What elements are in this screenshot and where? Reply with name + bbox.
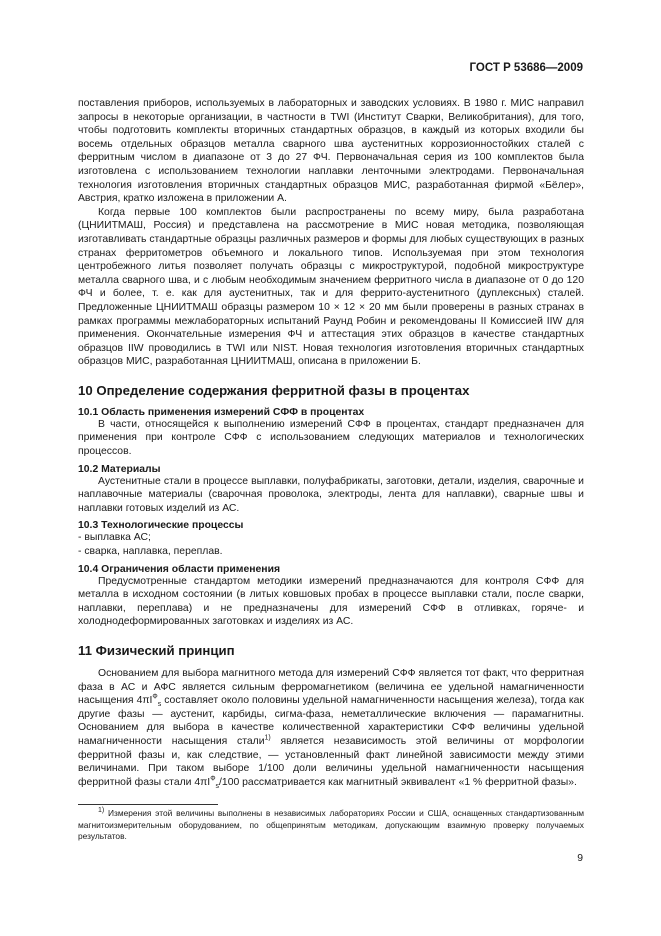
text-run: /100 рассматривается как магнитный эквивалент «1 % ферритной фазы». [219, 776, 577, 788]
footnote-ref[interactable]: 1) [264, 734, 271, 742]
formula-base: 4πI [194, 776, 211, 788]
formula-subscript: s [157, 701, 162, 709]
subsection-10-4-text: Предусмотренные стандартом методики измерений предназначаются для контроля СФФ для металла в исходном состоянии (в литых ковшовых пробах в процессе выплавки стали, после сварки, наплавки, переплава) и не предназначены для измерений СФФ в отливках, горяче- и холоднодеформированных заготовках и изделиях из АС. [78, 575, 584, 628]
text-run: Основанием для выбора магнитного метода для измерений СФФ является тот факт, что ферритная фаза в АС и АФС является сильным ферромагнетиком (величина ее удельной намагниченности насыщения [78, 668, 584, 707]
subsection-10-4-title: 10.4 Ограничения области применения [78, 563, 281, 575]
section-10-title: 10 Определение содержания ферритной фазы в процентах [78, 382, 470, 398]
formula-subscript: s [215, 782, 220, 790]
footnote-mark: 1) [98, 807, 105, 815]
subsection-10-2-text: Аустенитные стали в процессе выплавки, полуфабрикаты, заготовки, детали, изделия, сварочные и наплавочные материалы (сварочная проволока, электроды, лента для наплавки), сварные швы и наплавки готовых изделий из АС. [78, 475, 584, 514]
formula-superscript: Ф [152, 693, 158, 701]
intro-paragraph-2: Когда первые 100 комплектов были распространены по всему миру, была разработана (ЦНИИТМАШ, Россия) и представлена на рассмотрение в МИС новая методика, позволяющая изготавливать стандартные образцы различных размеров и формы для любых существующих в разных странах ферритометров объемного и локального типов. Используемая при этом технология центробежного литья позволяет получать образцы с микроструктурой, подобной микроструктуре металла сварного шва, и с любым необходимым значением ферритного числа в диапазоне от 0 до 120 ФЧ и более, т. е. как для аустенитных, так и для феррито-аустенитного (дуплексных) сталей. Предложенные ЦНИИТМАШ образцы размером 10 × 12 × 20 мм были проверены в разных странах в рамках программы межлабораторных испытаний Раунд Робин и рекомендованы II Комиссией IIW для применения. Окончательные измерения ФЧ и аттестация этих образцов в качестве стандартных образцов IIW проводились в TWI или NIST. Новая технология изготовления вторичных стандартных образцов МИС, разработанная ЦНИИТМАШ, описана в приложении Б. [78, 206, 584, 368]
section-11-title: 11 Физический принцип [78, 643, 235, 658]
text-run: составляет около половины удельной намагниченности насыщения железа), тогда как другие фазы — аустенит, карбиды, сигма-фаза, неметаллические включения — парамагнитны. Основанием для выбора в качестве количественной характеристики СФФ величины удельной намагниченности насыщения стали [78, 695, 584, 747]
footnote [78, 808, 584, 843]
page-number: 9 [577, 853, 583, 864]
formula-superscript: Ф [210, 775, 216, 783]
footnote-divider [78, 804, 218, 805]
list-item: - сварка, наплавка, переплав. [78, 546, 223, 558]
subsection-10-2-title: 10.2 Материалы [78, 463, 161, 475]
footnote-body: Измерения этой величины выполнены в независимых лабораториях России и США, оснащенных стандартизованным магнитоизмерительным оборудованием, по общепринятым методикам, допускающим взаимную проверку получаемых результатов. [78, 808, 584, 841]
subsection-10-3-title: 10.3 Технологические процессы [78, 520, 244, 532]
formula-4pi-is [194, 777, 219, 788]
process-list [78, 531, 584, 558]
section-11-text [78, 667, 584, 789]
text-run: является независимость этой величины от морфологии ферритной фазы и, как следствие, — установленный факт линейной зависимости между этими величинами. При таком выборе 1/100 доли величины удельной намагниченности насыщения ферритной фазы стали [78, 735, 584, 788]
subsection-10-1-title: 10.1 Область применения измерений СФФ в процентах [78, 406, 365, 418]
formula-4pi-is [136, 693, 162, 709]
intro-paragraph-1: поставления приборов, используемых в лабораторных и заводских условиях. В 1980 г. МИС направил запросы в некоторые организации, в частности в TWI (Институт Сварки, Великобритания), для того, чтобы подготовить комплекты вторичных стандартных образцов, в каждый из которых входили бы восемь отдельных образцов металла сварного шва аустенитных коррозионностойких сталей с ферритным числом в диапазоне от 3 до 27 ФЧ. Первоначальная серия из 100 комплектов была изготовлена с использованием технологии наплавки ленточными электродами. Первоначальная технология изготовления вторичных стандартных образцов МИС, разработанная фирмой «Бёлер», Австрия, кратко изложена в приложении А. [78, 98, 584, 205]
footnote-text [78, 808, 584, 843]
document-id: ГОСТ Р 53686—2009 [469, 62, 583, 74]
formula-base: 4πI [136, 695, 153, 707]
subsection-10-1-text: В части, относящейся к выполнению измерений СФФ в процентах, стандарт предназначен для применения при контроле СФФ с использованием следующих материалов и технологических процессов. [78, 418, 584, 458]
page-body [78, 97, 584, 789]
list-item: - выплавка АС; [78, 532, 151, 544]
